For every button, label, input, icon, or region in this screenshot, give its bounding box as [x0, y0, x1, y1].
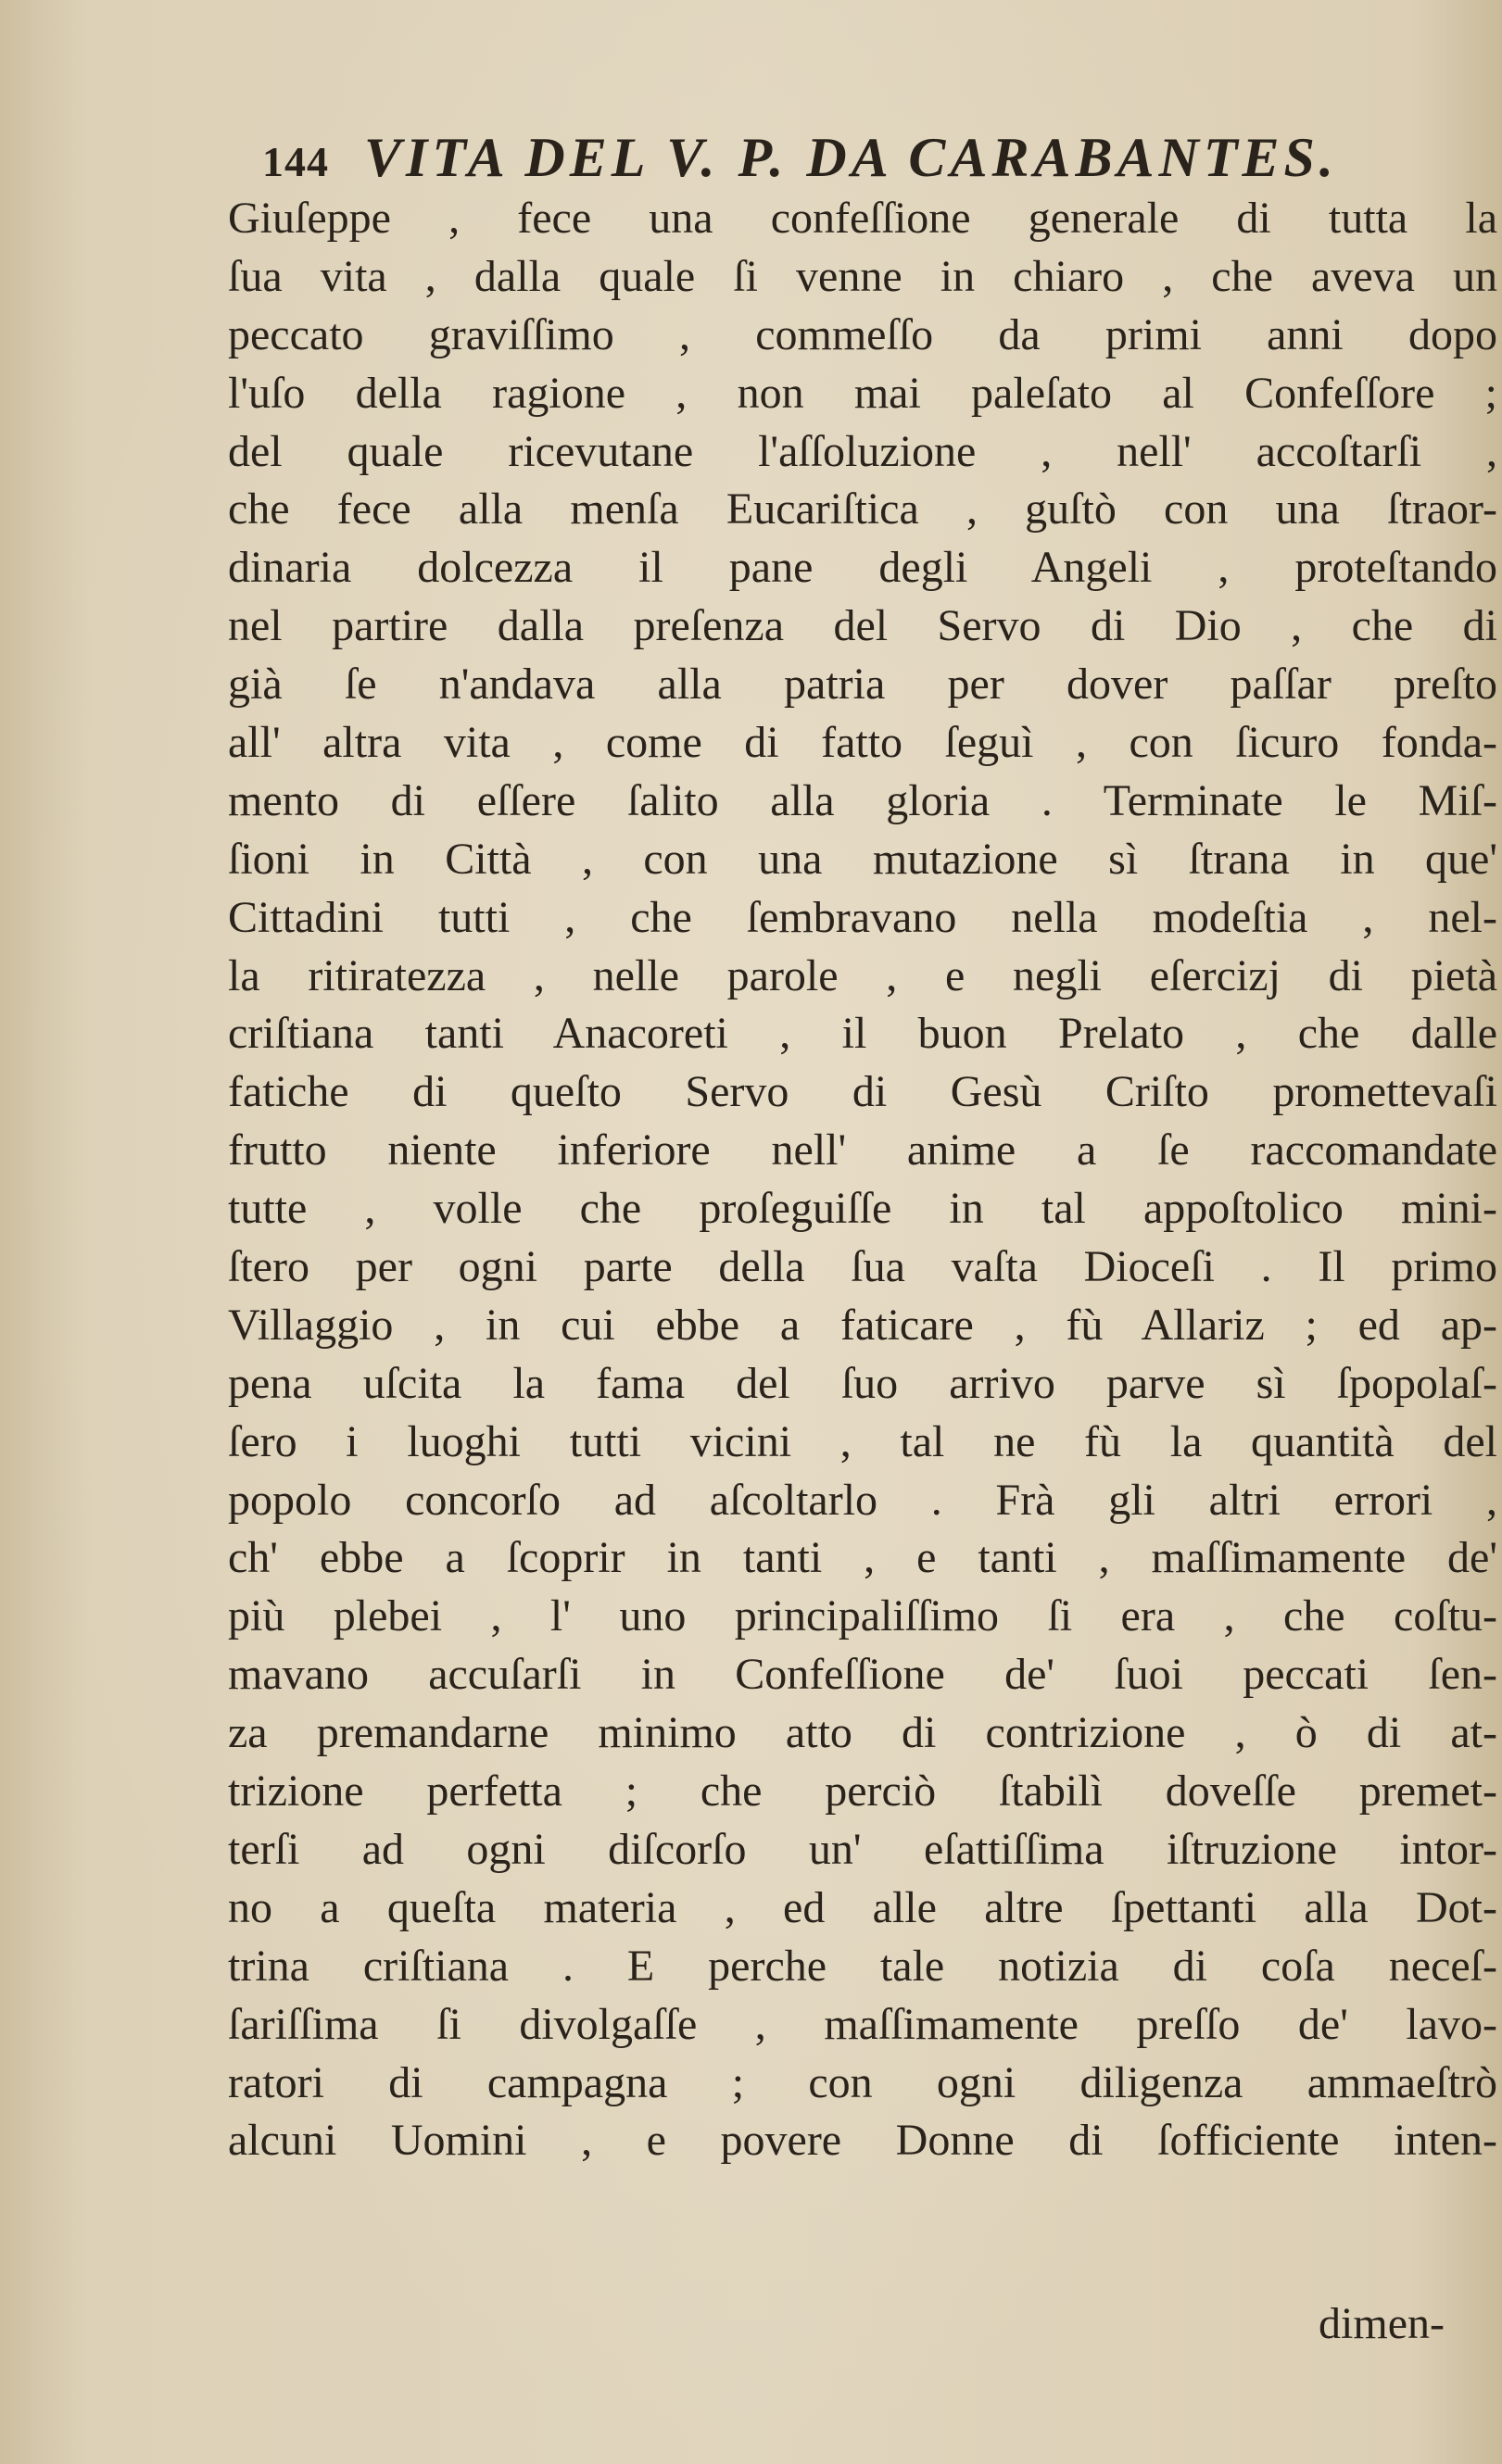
- text-line: del quale ricevutane l'aſſoluzione , nell' accoſtarſi ,: [228, 426, 1497, 476]
- text-line: pena uſcita la fama del ſuo arrivo parve sì ſpopolaſ-: [228, 1358, 1497, 1408]
- running-header: [262, 120, 1502, 195]
- text-line: trina criſtiana . E perche tale notizia di coſa neceſ-: [228, 1941, 1497, 1991]
- text-line: più plebei , l' uno principaliſſimo ſi era , che coſtu-: [228, 1591, 1497, 1641]
- text-line: ſariſſima ſi divolgaſſe , maſſimamente preſſo de' lavo-: [228, 1999, 1497, 2049]
- text-line: terſi ad ogni diſcorſo un' eſattiſſima iſtruzione intor-: [228, 1824, 1497, 1874]
- text-line: frutto niente inferiore nell' anime a ſe raccomandate: [228, 1125, 1497, 1175]
- body-text: [228, 190, 1497, 2170]
- text-line: mavano accuſarſi in Confeſſione de' ſuoi peccati ſen-: [228, 1650, 1497, 1700]
- text-line: Cittadini tutti , che ſembravano nella modeſtia , nel-: [228, 892, 1497, 942]
- text-line: popolo concorſo ad aſcoltarlo . Frà gli altri errori ,: [228, 1475, 1497, 1525]
- text-line: ſioni in Città , con una mutazione sì ſtrana in que': [228, 834, 1497, 884]
- text-line: alcuni Uomini , e povere Donne di ſofficiente inten-: [228, 2116, 1497, 2166]
- text-line: che fece alla menſa Eucariſtica , guſtò con una ſtraor-: [228, 484, 1497, 534]
- text-line: la ritiratezza , nelle parole , e negli eſercizj di pietà: [228, 950, 1497, 1000]
- text-line: no a queſta materia , ed alle altre ſpettanti alla Dot-: [228, 1882, 1497, 1932]
- text-line: l'uſo della ragione , non mai paleſato al Confeſſore ;: [228, 368, 1497, 418]
- text-line: peccato graviſſimo , commeſſo da primi anni dopo: [228, 309, 1497, 359]
- text-line: all' altra vita , come di fatto ſeguì , con ſicuro fonda-: [228, 718, 1497, 768]
- text-line: ſtero per ogni parte della ſua vaſta Dioceſi . Il primo: [228, 1242, 1497, 1292]
- text-line: Giuſeppe , fece una confeſſione generale di tutta la: [228, 194, 1497, 243]
- text-line: già ſe n'andava alla patria per dover paſſar preſto: [228, 660, 1497, 710]
- running-title: VITA DEL V. P. DA CARABANTES.: [364, 127, 1338, 188]
- text-line: ratori di campagna ; con ogni diligenza ammaeſtrò: [228, 2057, 1497, 2107]
- text-line: dinaria dolcezza il pane degli Angeli , proteſtando: [228, 543, 1497, 593]
- text-line: za premandarne minimo atto di contrizione , ò di at-: [228, 1708, 1497, 1758]
- text-line: ch' ebbe a ſcoprir in tanti , e tanti , maſſimamente de': [228, 1533, 1497, 1583]
- text-line: ſua vita , dalla quale ſi venne in chiaro , che aveva un: [228, 251, 1497, 301]
- text-line: mento di eſſere ſalito alla gloria . Terminate le Miſ-: [228, 775, 1497, 825]
- page-number: 144: [262, 138, 329, 185]
- text-line: ſero i luoghi tutti vicini , tal ne fù la quantità del: [228, 1416, 1497, 1466]
- text-line: nel partire dalla preſenza del Servo di Dio , che di: [228, 601, 1497, 651]
- text-line: trizione perfetta ; che perciò ſtabilì doveſſe premet-: [228, 1766, 1497, 1817]
- text-line: fatiche di queſto Servo di Gesù Criſto promettevaſi: [228, 1067, 1497, 1117]
- text-line: tutte , volle che proſeguiſſe in tal appoſtolico mini-: [228, 1184, 1497, 1234]
- text-line: Villaggio , in cui ebbe a faticare , fù Allariz ; ed ap-: [228, 1300, 1497, 1350]
- text-line: criſtiana tanti Anacoreti , il buon Prelato , che dalle: [228, 1009, 1497, 1059]
- catchword: dimen-: [1319, 2299, 1445, 2348]
